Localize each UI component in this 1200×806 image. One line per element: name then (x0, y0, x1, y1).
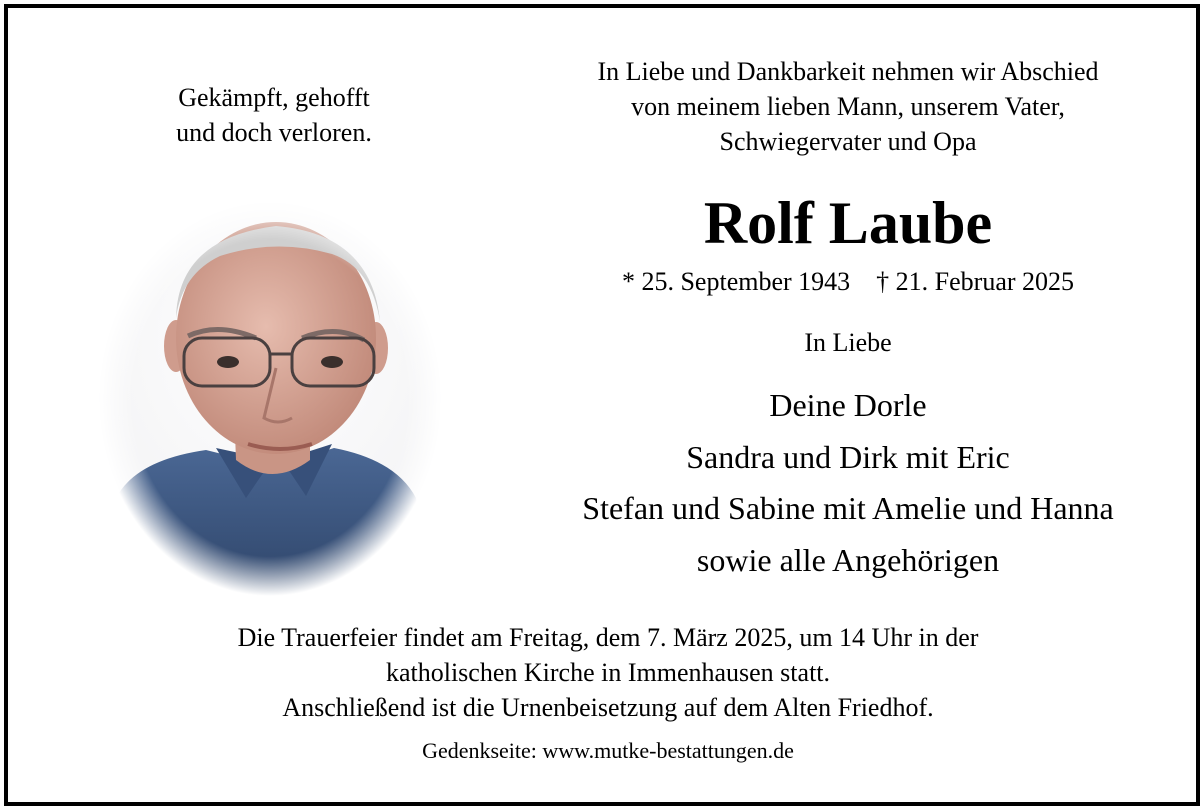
motto-line: Gekämpft, gehofft (178, 83, 370, 112)
intro-line: Schwiegervater und Opa (719, 127, 977, 156)
mourner-line: sowie alle Angehörigen (696, 541, 1000, 578)
birth-date: * 25. September 1943 (621, 267, 851, 296)
memorial-website: Gedenkseite: www.mutke-bestattungen.de (422, 738, 794, 763)
intro-line: von meinem lieben Mann, unserem Vater, (631, 92, 1065, 121)
ceremony-line: Anschließend ist die Urnenbeisetzung auf dem Alten Friedhof. (282, 693, 934, 722)
motto-line: und doch verloren. (176, 118, 372, 147)
ceremony-line: katholischen Kirche in Immenhausen statt. (385, 658, 831, 687)
mourner-line: Stefan und Sabine mit Amelie und Hanna (582, 490, 1114, 526)
ceremony-info (88, 620, 1128, 725)
closing-phrase: In Liebe (804, 328, 892, 357)
mourner-line: Sandra und Dirk mit Eric (686, 438, 1010, 475)
deceased-name: Rolf Laube (703, 190, 993, 256)
obituary-notice (4, 4, 1200, 806)
life-dates (508, 265, 1188, 299)
death-date: † 21. Februar 2025 (876, 267, 1075, 296)
intro-line: In Liebe und Dankbarkeit nehmen wir Abschied (597, 57, 1099, 86)
mourners-list (508, 380, 1188, 586)
ceremony-line: Die Trauerfeier findet am Freitag, dem 7. März 2025, um 14 Uhr in der (237, 623, 979, 652)
motto (104, 80, 444, 150)
mourner-line: Deine Dorle (769, 387, 927, 423)
portrait-photo (96, 198, 444, 598)
farewell-intro (508, 54, 1188, 159)
